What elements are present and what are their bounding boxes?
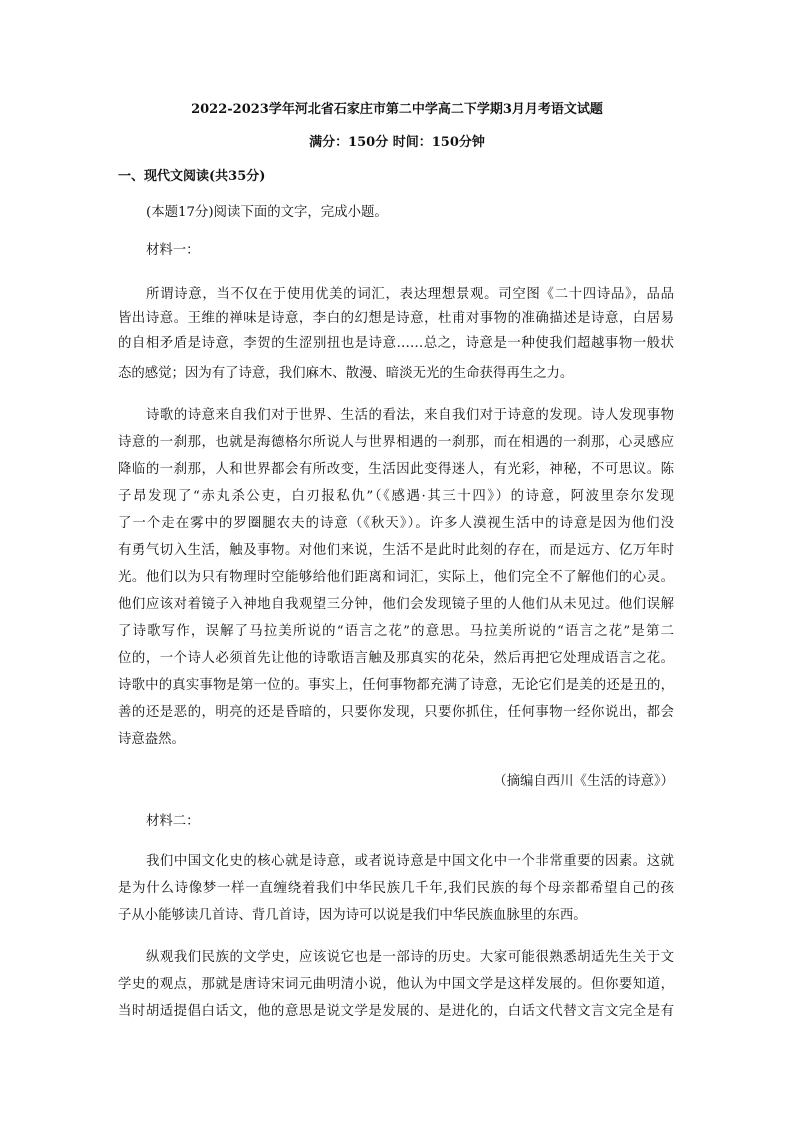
material2-para2-line: 纵观我们民族的文学史，应该说它也是一部诗的历史。大家可能很熟悉胡适先生关于文	[146, 950, 674, 965]
material2-para1-line: 是为什么诗像梦一样一直缠绕着我们中华民族几千年,我们民族的每个母亲都希望自己的孩	[118, 881, 674, 896]
material1-para1-line: 皆出诗意。王维的禅味是诗意，李白的幻想是诗意，杜甫对事物的准确描述是诗意，白居易	[118, 311, 674, 326]
material1-para2-line: 了一个走在雾中的罗圈腿农夫的诗意（《秋天》）。许多人漠视生活中的诗意是因为他们没	[118, 516, 674, 531]
material1-para2-line: 善的还是恶的，明亮的还是昏暗的，只要你发现，只要你抓住，任何事物一经你说出，都会	[118, 705, 674, 720]
material2-para2-line: 当时胡适提倡白话文，他的意思是说文学是发展的、是进化的，白话文代替文言文完全是有	[118, 1004, 674, 1019]
material1-para2-line: 子昂发现了“赤丸杀公吏，白刃报私仇”（《感遇·其三十四》）的诗意，阿波里奈尔发现	[118, 489, 674, 504]
material1-para2-line: 诗意的一刹那，也就是海德格尔所说人与世界相遇的一刹那，而在相遇的一刹那，心灵感应	[118, 435, 674, 450]
material1-para2-line: 他们应该对着镜子入神地自我观望三分钟，他们会发现镜子里的人他们从未见过。他们误解	[118, 597, 674, 612]
material1-para1-line: 态的感觉；因为有了诗意，我们麻木、散漫、暗淡无光的生命获得再生之力。	[118, 366, 574, 381]
material2-label: 材料二：	[146, 814, 200, 829]
material1-para2-line: 有勇气切入生活，触及事物。对他们来说，生活不是此时此刻的存在，而是远方、亿万年时	[118, 543, 674, 558]
exam-title: 2022-2023学年河北省石家庄市第二中学高二下学期3月月考语文试题	[191, 102, 603, 117]
material1-para2-line: 诗意盎然。	[118, 732, 185, 747]
material1-para2-line: 诗歌的诗意来自我们对于世界、生活的看法，来自我们对于诗意的发现。诗人发现事物	[146, 408, 674, 423]
material2-para1-line: 我们中国文化史的核心就是诗意，或者说诗意是中国文化中一个非常重要的因素。这就	[146, 854, 674, 869]
exam-score-time: 满分：150分 时间：150分钟	[309, 135, 485, 150]
material1-para2-line: 了诗歌写作，误解了马拉美所说的“语言之花”的意思。马拉美所说的“语言之花”是第二	[118, 624, 674, 639]
material1-para1-line: 的自相矛盾是诗意，李贺的生涩别扭也是诗意……总之，诗意是一种使我们超越事物一般状	[118, 336, 674, 351]
material1-para2-line: 降临的一刹那，人和世界都会有所改变，生活因此变得迷人，有光彩，神秘，不可思议。陈	[118, 462, 674, 477]
section-heading: 一、现代文阅读(共35分)	[118, 169, 266, 184]
material1-para2-line: 诗歌中的真实事物是第一位的。事实上，任何事物都充满了诗意，无论它们是美的还是丑的，	[118, 678, 674, 693]
material1-para2-line: 位的，一个诗人必须首先让他的诗歌语言触及那真实的花朵，然后再把它处理成语言之花。	[118, 651, 674, 666]
material1-para1-line: 所谓诗意，当不仅在于使用优美的词汇，表达理想景观。司空图《二十四诗品》，品品	[146, 287, 674, 302]
material1-source: （摘编自西川《生活的诗意》）	[493, 774, 674, 789]
material2-para1-line: 子从小能够读几首诗、背几首诗，因为诗可以说是我们中华民族血脉里的东西。	[118, 908, 587, 923]
instruction-text: (本题17分)阅读下面的文字，完成小题。	[146, 205, 388, 220]
material1-para2-line: 光。他们以为只有物理时空能够给他们距离和词汇，实际上，他们完全不了解他们的心灵。	[118, 570, 674, 585]
material1-label: 材料一：	[146, 243, 200, 258]
material2-para2-line: 学史的观点，那就是唐诗宋词元曲明清小说，他认为中国文学是这样发展的。但你要知道，	[118, 977, 674, 992]
